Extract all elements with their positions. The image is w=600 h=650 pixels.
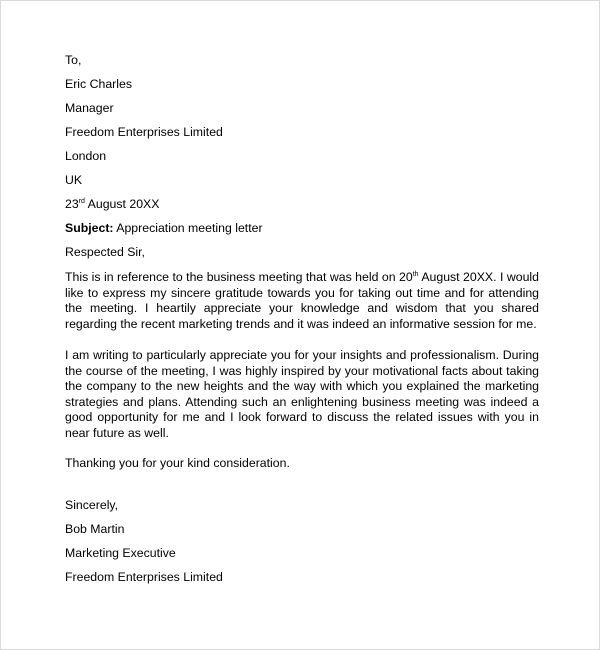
date-day: 23	[65, 197, 79, 211]
letter-content	[65, 51, 539, 592]
thanks-line: Thanking you for your kind consideration.	[65, 456, 290, 470]
salutation: Respected Sir,	[65, 245, 145, 259]
letter-date	[65, 195, 539, 219]
subject-label: Subject:	[65, 221, 114, 235]
recipient-city: London	[65, 149, 107, 163]
body-paragraph-1	[65, 270, 539, 332]
recipient-title: Manager	[65, 101, 114, 115]
subject-text: Appreciation meeting letter	[116, 221, 263, 235]
p1-part2: August 20XX. I would like to express my sincere gratitude towards you for taking out time and for attending the meeting. I heartily appreciate your knowledge and wisdom that you shared regarding the recent marketing trends and it was indeed an informative session for me.	[65, 270, 539, 331]
sender-title: Marketing Executive	[65, 546, 176, 560]
to-label: To,	[65, 53, 82, 67]
body-paragraph-2: I am writing to particularly appreciate you for your insights and professionalism. During the course of the meeting, I was highly inspired by your motivational facts about taking the company to the new heights and the way with which you explained the marketing strategies and plans. Attending such an enlightening business meeting was indeed a good opportunity for me and I look forward to discuss the related issues with you in near future as well.	[65, 348, 539, 440]
closing-block	[65, 496, 539, 592]
subject-line	[65, 219, 539, 243]
recipient-block	[65, 51, 539, 195]
date-suffix: rd	[78, 197, 85, 205]
recipient-company: Freedom Enterprises Limited	[65, 125, 223, 139]
sender-name: Bob Martin	[65, 522, 125, 536]
recipient-country: UK	[65, 173, 83, 187]
sender-company: Freedom Enterprises Limited	[65, 570, 223, 584]
p1-suffix: th	[412, 270, 419, 278]
p1-part1: This is in reference to the business meeting that was held on 20	[65, 270, 413, 284]
sign-off: Sincerely,	[65, 498, 119, 512]
date-rest: August 20XX	[87, 197, 160, 211]
recipient-name: Eric Charles	[65, 77, 132, 91]
